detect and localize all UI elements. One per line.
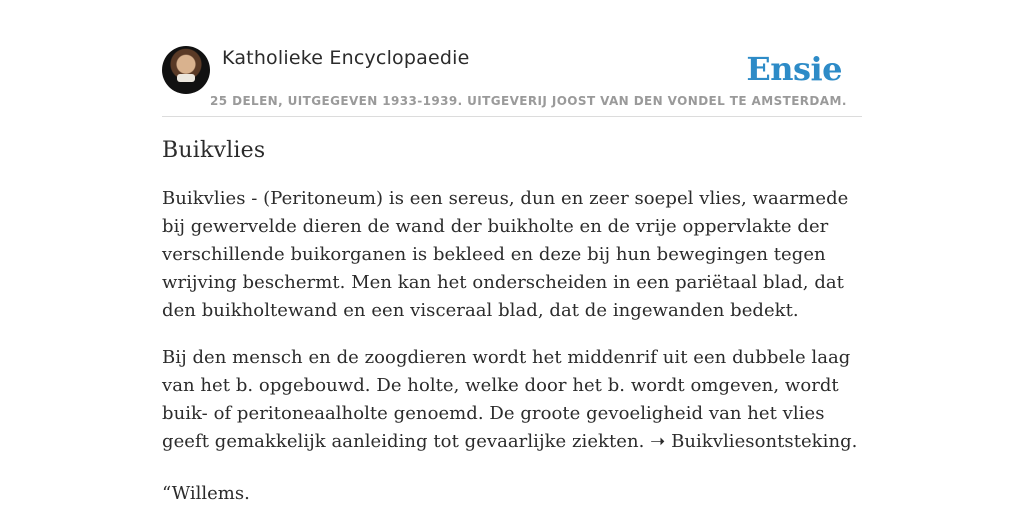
brand-logo[interactable]: Ensie [746, 50, 842, 88]
source-header [162, 46, 862, 117]
source-title[interactable]: Katholieke Encyclopaedie [222, 47, 470, 69]
article-paragraph-1: Buikvlies - (Peritoneum) is een sereus, dun en zeer soepel vlies, waarmede bij gewervelde dieren de wand der buikholte en de vrije oppervlakte der verschillende buikorganen is bekleed en deze bij hun bewegingen tegen wrijving beschermt. Men kan het onderscheiden in een pariëtaal blad, dat den buikholtewand en een visceraal blad, dat de ingewanden bedekt. [162, 188, 849, 321]
article-paragraph-2: Bij den mensch en de zoogdieren wordt het middenrif uit een dubbele laag van het b. opgebouwd. De holte, welke door het b. wordt omgeven, wordt buik- of peritoneaalholte genoemd. De groote gevoeligheid van het vlies geeft gemakkelijk aanleiding tot gevaarlijke ziekten. ➝ Buikvliesontsteking. [162, 347, 858, 452]
source-avatar-icon[interactable] [162, 46, 210, 94]
article [162, 138, 862, 504]
source-subtitle: 25 DELEN, UITGEGEVEN 1933-1939. UITGEVERIJ JOOST VAN DEN VONDEL TE AMSTERDAM. [210, 94, 847, 108]
avatar-collar [177, 74, 195, 82]
article-title: Buikvlies [162, 138, 266, 163]
article-author: “Willems. [162, 483, 250, 504]
